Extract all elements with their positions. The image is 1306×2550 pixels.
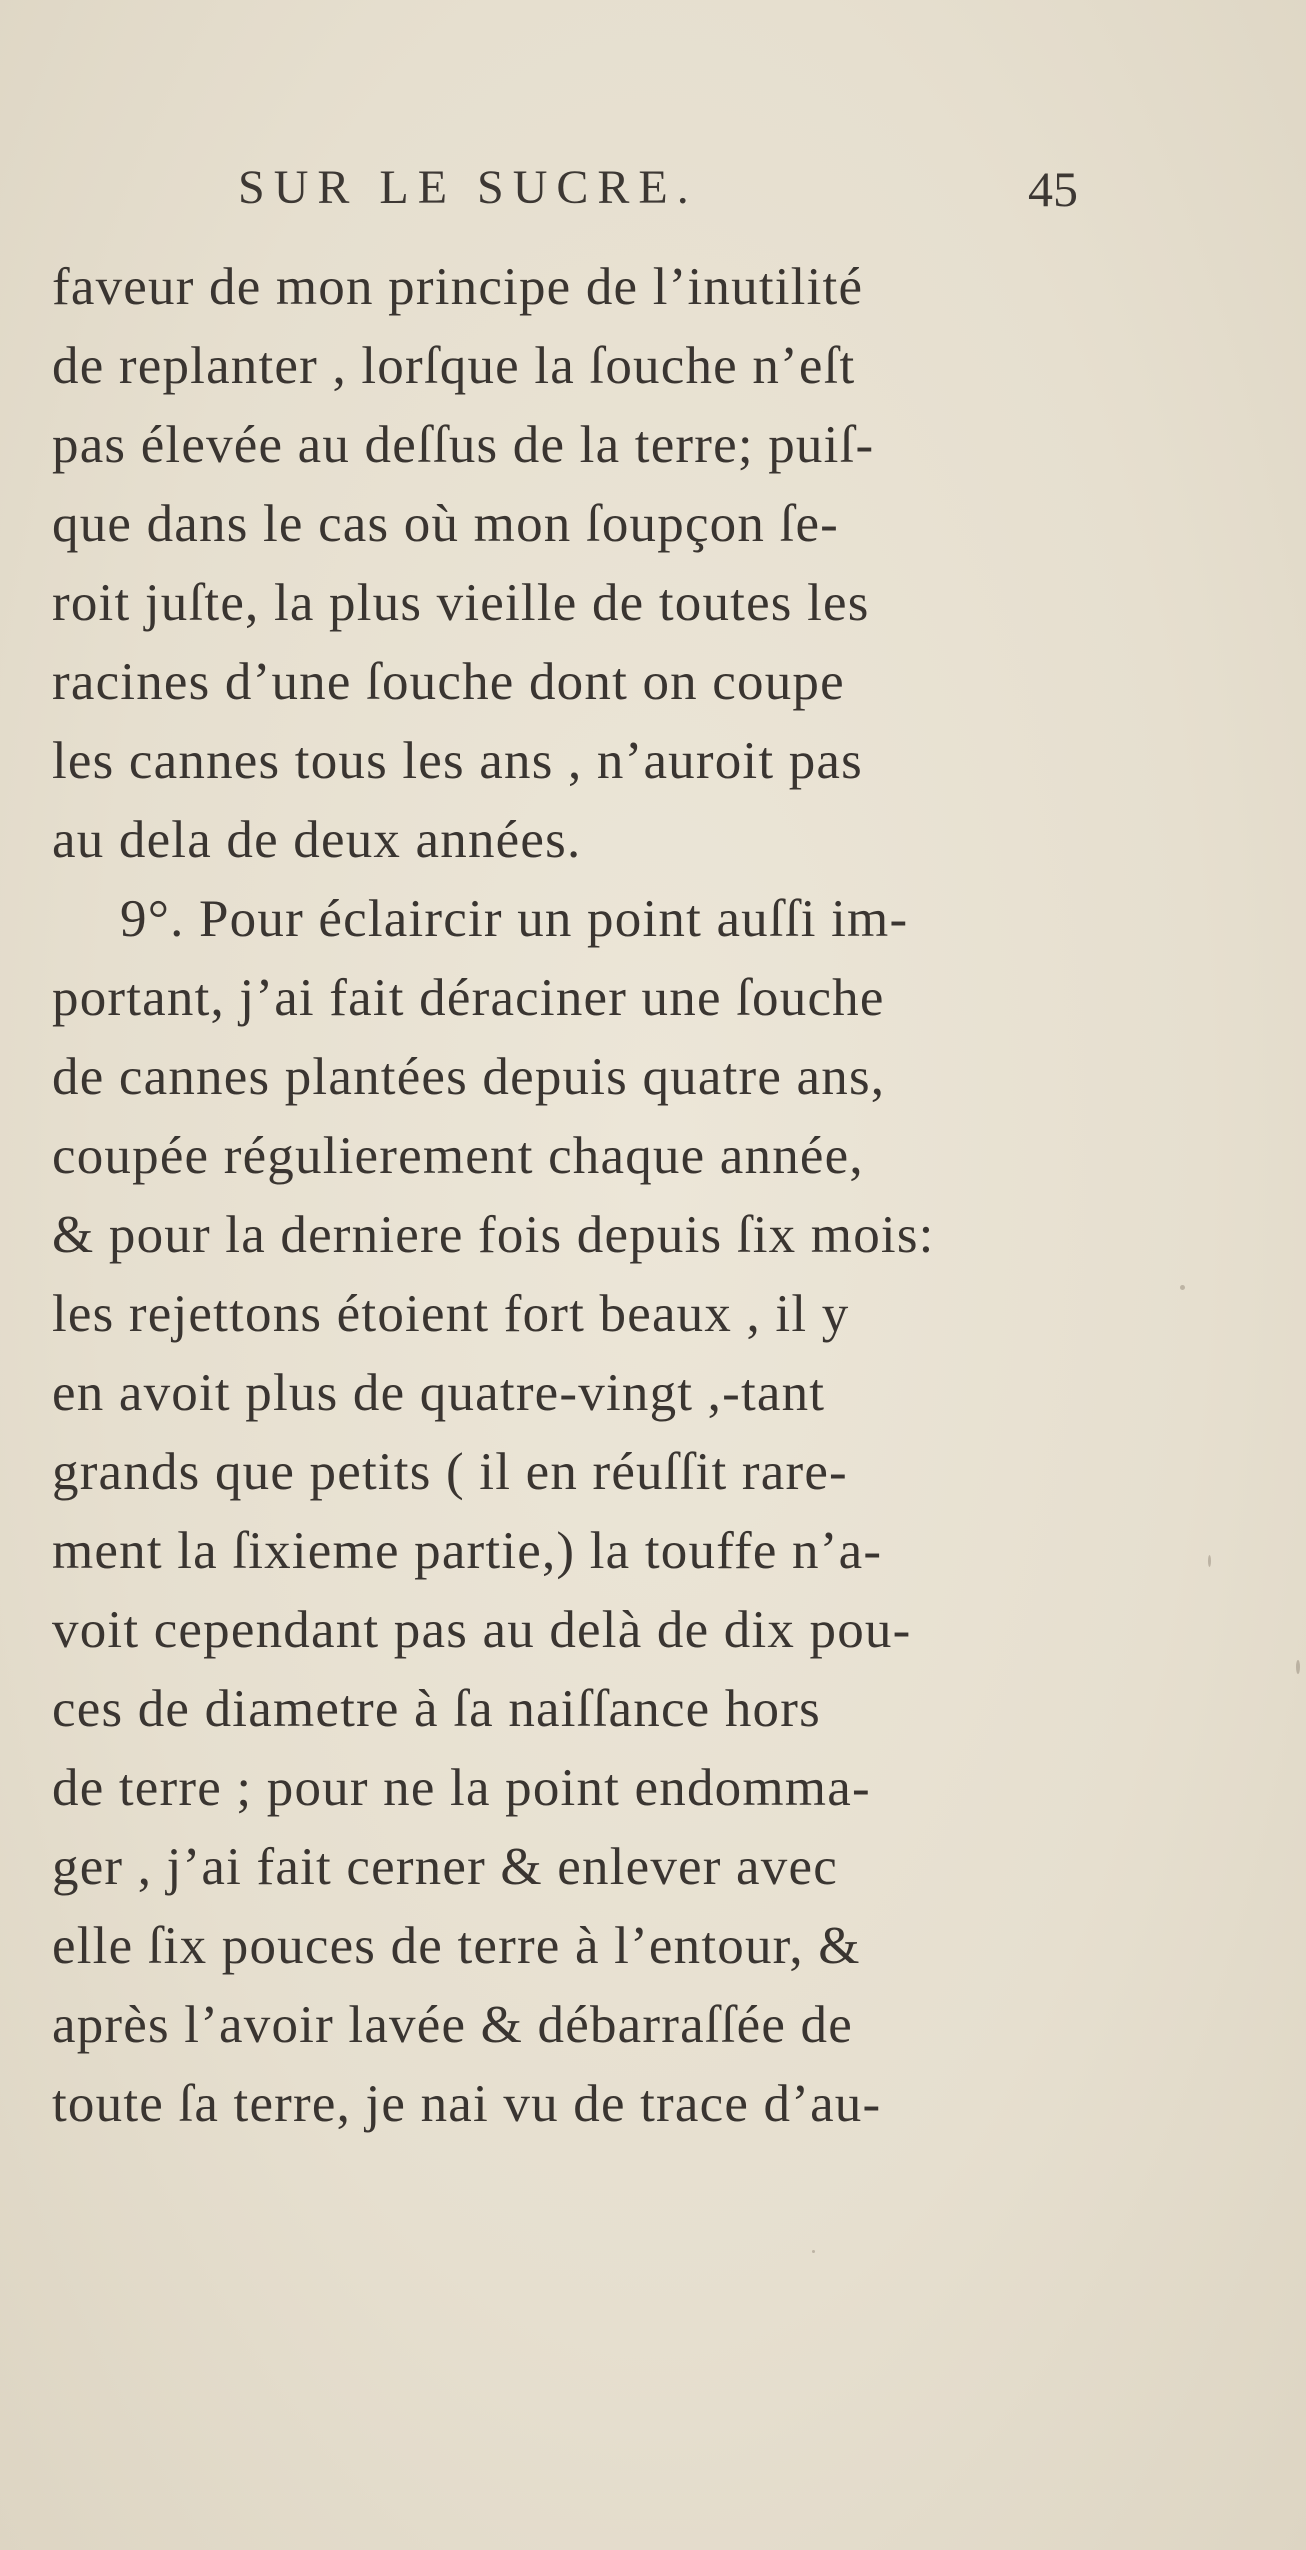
- page-header: [238, 160, 1078, 220]
- text-line: faveur de mon principe de l’inutilité: [52, 258, 864, 316]
- paragraph-first-line: 9°. Pour éclaircir un point auſſi im-: [120, 890, 909, 948]
- running-head: SUR LE SUCRE.: [238, 161, 698, 214]
- text-line: coupée régulierement chaque année,: [52, 1127, 864, 1185]
- text-line: que dans le cas où mon ſoupçon ſe-: [52, 495, 840, 553]
- paper-speck: [1208, 1555, 1211, 1567]
- text-line: toute ſa terre, je nai vu de trace d’au-: [52, 2075, 882, 2133]
- text-line: au dela de deux années.: [52, 811, 582, 869]
- text-line: portant, j’ai fait déraciner une ſouche: [52, 969, 885, 1027]
- paper-speck: [1296, 1660, 1300, 1674]
- text-line: pas élevée au deſſus de la terre; puiſ-: [52, 416, 875, 474]
- text-line: ment la ſixieme partie,) la touffe n’a-: [52, 1522, 883, 1580]
- body-text: [52, 248, 1102, 2144]
- text-line: & pour la derniere fois depuis ſix mois:: [52, 1206, 935, 1264]
- text-line: grands que petits ( il en réuſſit rare-: [52, 1443, 848, 1501]
- text-line: de cannes plantées depuis quatre ans,: [52, 1048, 886, 1106]
- page-number: 45: [1028, 161, 1078, 217]
- text-line: elle ſix pouces de terre à l’entour, &: [52, 1917, 861, 1975]
- text-line: de terre ; pour ne la point endomma-: [52, 1759, 871, 1817]
- text-line: racines d’une ſouche dont on coupe: [52, 653, 845, 711]
- text-line: en avoit plus de quatre-vingt ,-tant: [52, 1364, 826, 1422]
- text-line: les rejettons étoient fort beaux , il y: [52, 1285, 850, 1343]
- text-line: après l’avoir lavée & débarraſſée de: [52, 1996, 853, 2054]
- text-line: ger , j’ai fait cerner & enlever avec: [52, 1838, 838, 1896]
- text-line: ces de diametre à ſa naiſſance hors: [52, 1680, 821, 1738]
- text-line: de replanter , lorſque la ſouche n’eſt: [52, 337, 856, 395]
- text-line: voit cependant pas au delà de dix pou-: [52, 1601, 912, 1659]
- paper-speck: [1180, 1285, 1185, 1290]
- text-line: les cannes tous les ans , n’auroit pas: [52, 732, 863, 790]
- text-line: roit juſte, la plus vieille de toutes les: [52, 574, 870, 632]
- paper-speck: [812, 2250, 815, 2253]
